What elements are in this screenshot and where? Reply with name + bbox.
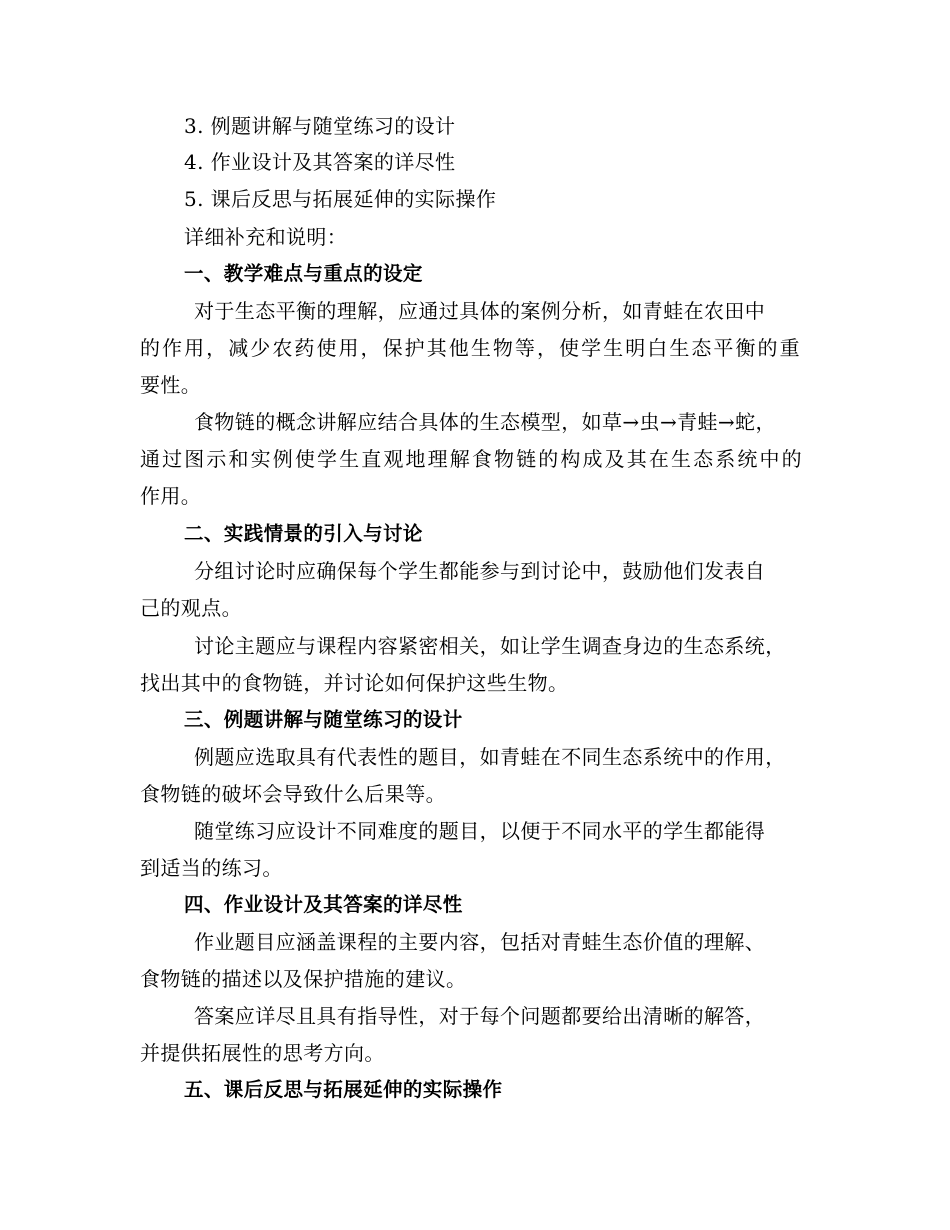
paragraph-line: 找出其中的食物链，并讨论如何保护这些生物。 — [140, 671, 569, 695]
paragraph-line: 分组讨论时应确保每个学生都能参与到讨论中，鼓励他们发表自 — [194, 559, 766, 583]
paragraph-line: 随堂练习应设计不同难度的题目，以便于不同水平的学生都能得 — [194, 819, 766, 843]
paragraph-line: 作用。 — [140, 484, 202, 508]
paragraph-line: 并提供拓展性的思考方向。 — [140, 1041, 385, 1065]
paragraph-line: 要性。 — [140, 373, 202, 397]
paragraph-line: 例题应选取具有代表性的题目，如青蛙在不同生态系统中的作用， — [194, 745, 786, 769]
paragraph-line: 食物链的破坏会导致什么后果等。 — [140, 782, 446, 806]
paragraph-line: 答案应详尽且具有指导性，对于每个问题都要给出清晰的解答， — [194, 1004, 766, 1028]
paragraph-line: 对于生态平衡的理解，应通过具体的案例分析，如青蛙在农田中 — [194, 299, 766, 323]
list-item: 3. 例题讲解与随堂练习的设计 — [184, 114, 456, 138]
paragraph-line: 作业题目应涵盖课程的主要内容，包括对青蛙生态价值的理解、 — [194, 930, 766, 954]
section-heading: 三、例题讲解与随堂练习的设计 — [184, 708, 463, 731]
list-item: 4. 作业设计及其答案的详尽性 — [184, 150, 456, 174]
paragraph-line: 的作用，减少农药使用，保护其他生物等，使学生明白生态平衡的重 — [140, 336, 800, 360]
section-heading: 二、实践情景的引入与讨论 — [184, 522, 423, 545]
intro-text: 详细补充和说明： — [184, 225, 348, 249]
section-heading: 一、教学难点与重点的设定 — [184, 262, 423, 285]
paragraph-line: 己的观点。 — [140, 596, 242, 620]
paragraph-line: 通过图示和实例使学生直观地理解食物链的构成及其在生态系统中的 — [140, 447, 802, 471]
section-heading: 五、课后反思与拓展延伸的实际操作 — [184, 1078, 503, 1101]
paragraph-line: 讨论主题应与课程内容紧密相关，如让学生调查身边的生态系统， — [194, 634, 786, 658]
list-item: 5. 课后反思与拓展延伸的实际操作 — [184, 187, 497, 211]
paragraph-line: 到适当的练习。 — [140, 856, 283, 880]
section-heading: 四、作业设计及其答案的详尽性 — [184, 893, 463, 916]
paragraph-line: 食物链的概念讲解应结合具体的生态模型，如草→虫→青蛙→蛇， — [194, 410, 776, 434]
paragraph-line: 食物链的描述以及保护措施的建议。 — [140, 967, 467, 991]
